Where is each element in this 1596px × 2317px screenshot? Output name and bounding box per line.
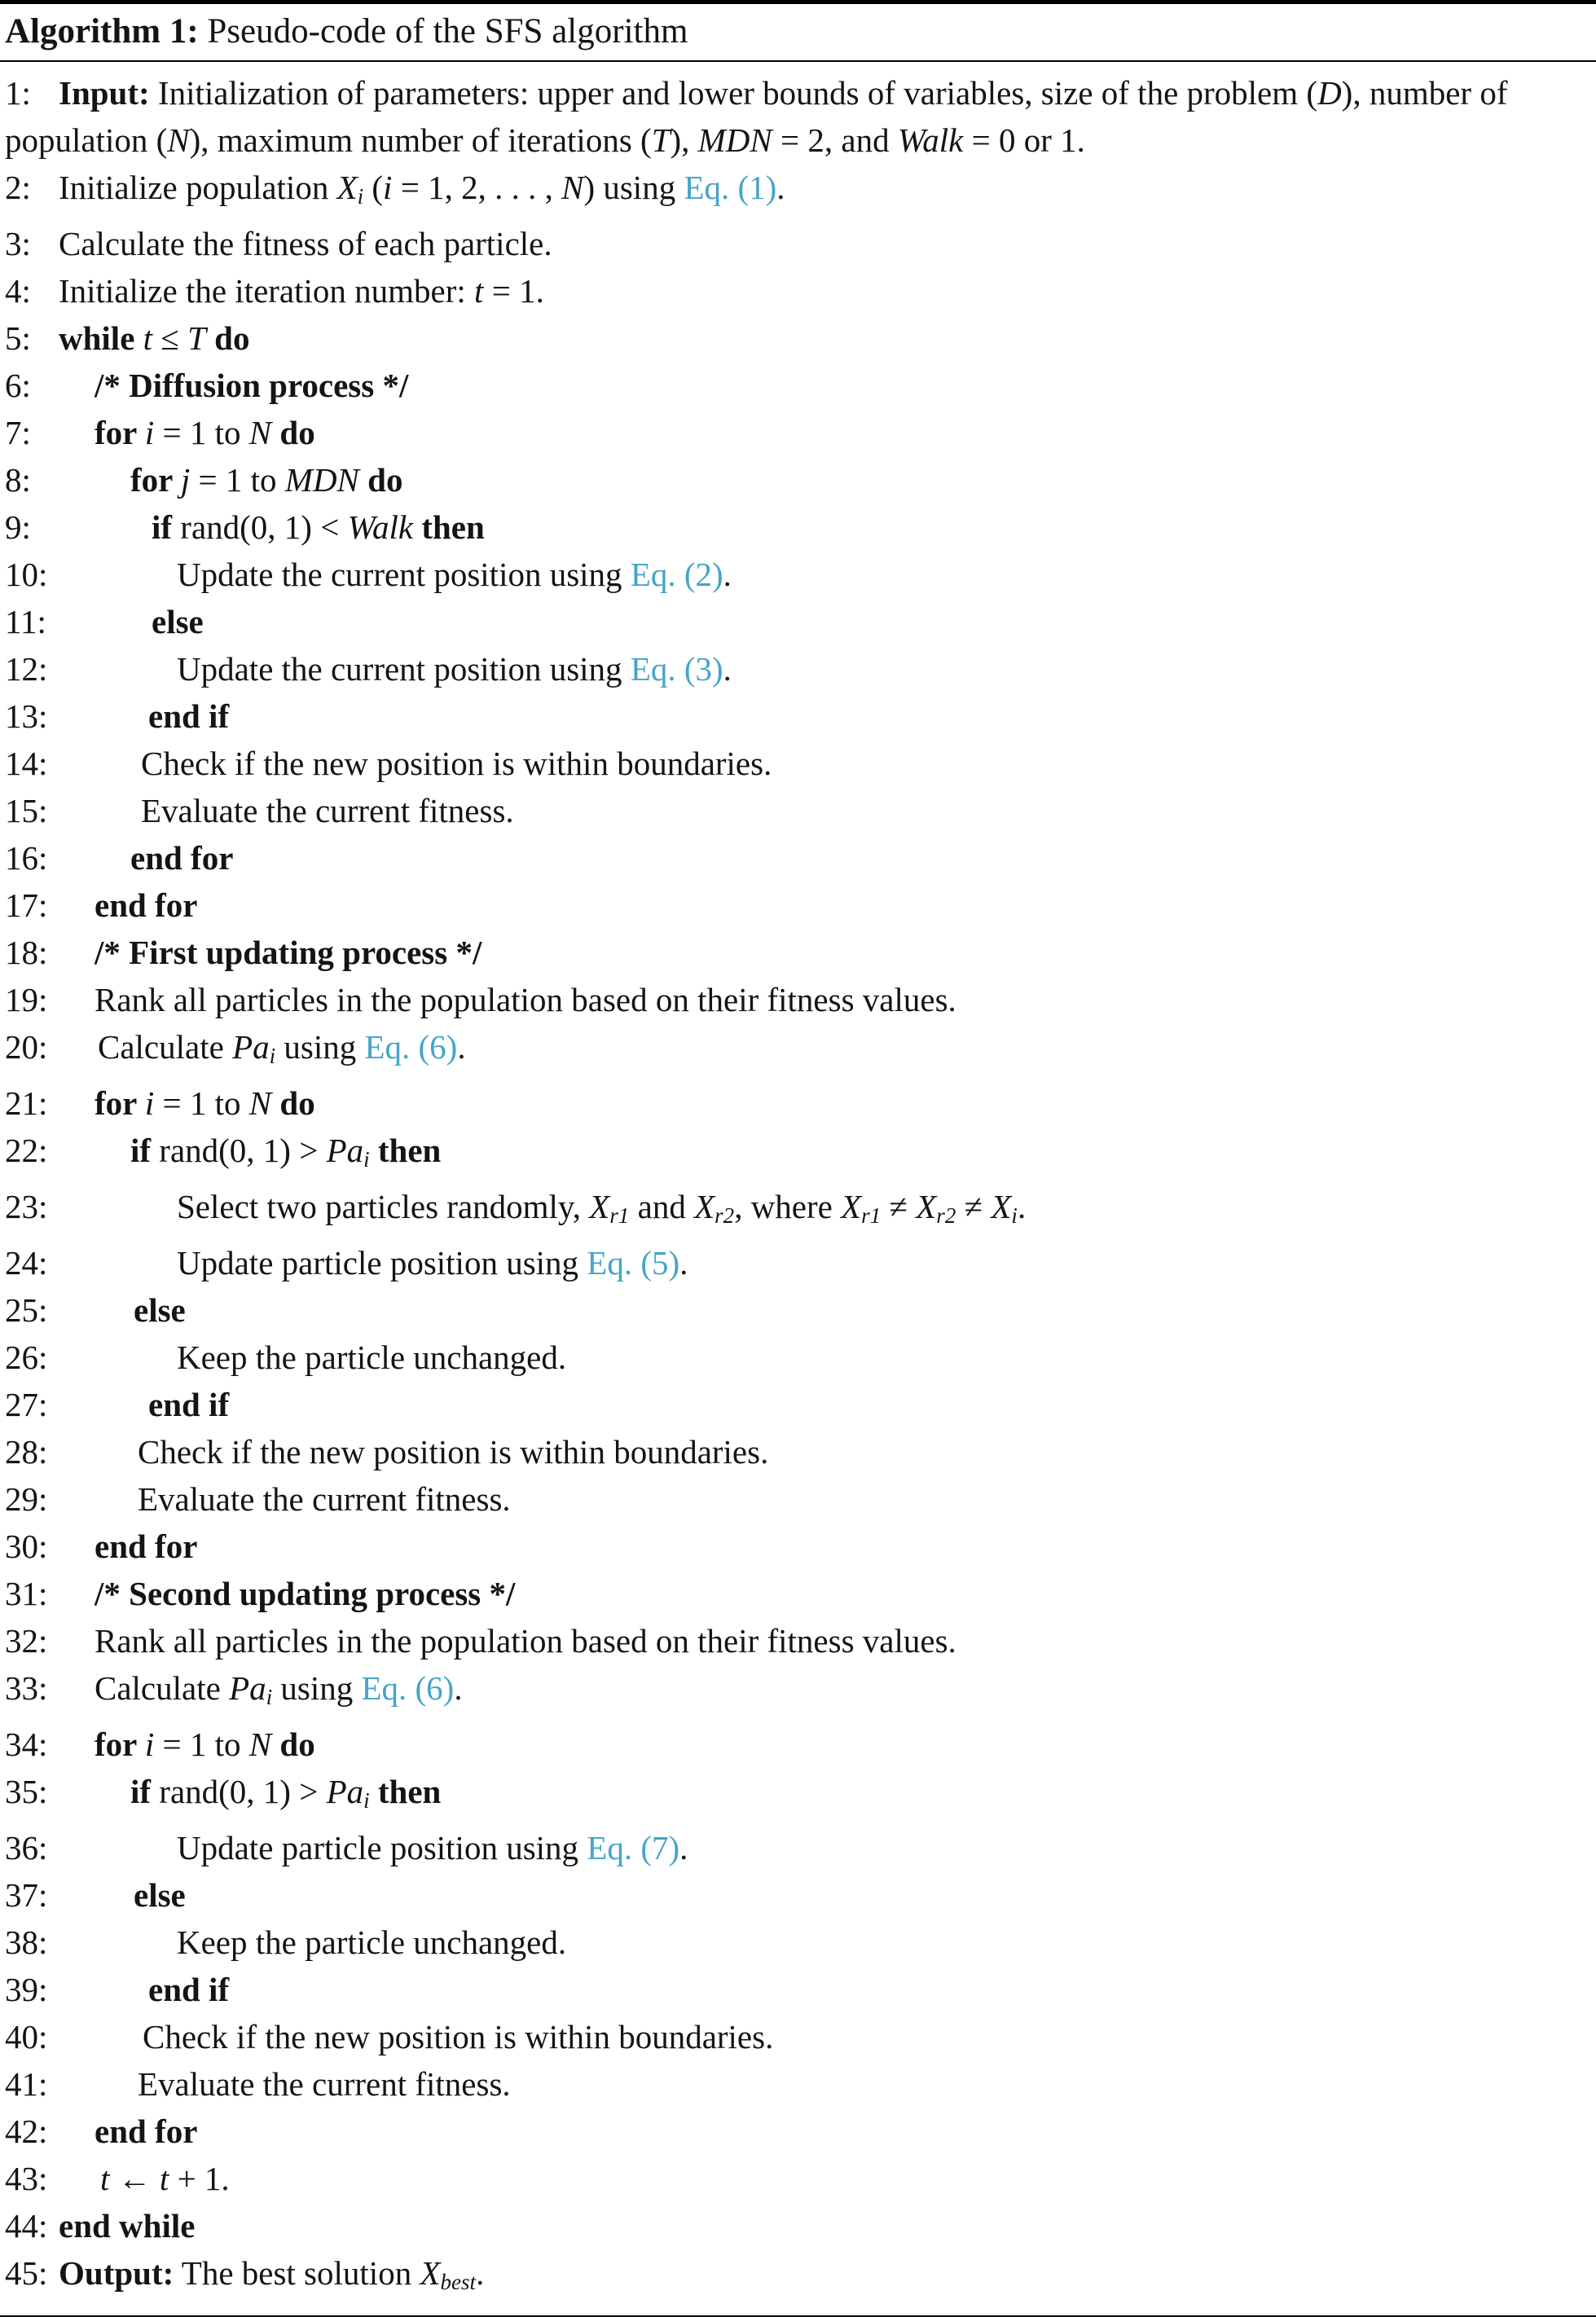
text-run: if — [130, 1131, 160, 1169]
line-number: 30: — [5, 1527, 48, 1565]
line-number: 25: — [5, 1290, 48, 1329]
text-run: i — [269, 1043, 276, 1068]
line-number: 41: — [5, 2064, 48, 2103]
indent-spacer — [59, 1368, 177, 1369]
line-number: 7: — [5, 413, 31, 451]
line-number: 33: — [5, 1669, 48, 1707]
algo-line — [5, 1617, 1585, 1664]
text-run: Pa — [326, 1131, 364, 1169]
text-run: /* Second updating process */ — [95, 1574, 516, 1612]
text-run: Initialize population — [59, 169, 337, 206]
text-run: . — [476, 2253, 485, 2292]
line-number: 32: — [5, 1621, 48, 1660]
line-number: 9: — [5, 508, 31, 546]
line-number: 13: — [5, 697, 48, 735]
algo-line — [5, 551, 1585, 598]
text-run: best — [440, 2269, 477, 2294]
indent-spacer — [59, 1415, 148, 1416]
line-number: 18: — [5, 933, 48, 971]
text-run: X — [420, 2253, 441, 2292]
algo-line — [5, 267, 1585, 314]
text-run: Keep the particle unchanged. — [177, 1923, 567, 1961]
line-number: 36: — [5, 1828, 48, 1866]
text-run: N — [561, 169, 584, 206]
text-run: ), number of population ( — [5, 74, 1508, 159]
line-number: 10: — [5, 555, 48, 593]
algo-line — [5, 456, 1585, 503]
text-run: = 1 to — [154, 1084, 249, 1122]
text-run: i — [144, 1725, 155, 1763]
text-run: Update particle position using — [177, 1828, 587, 1866]
indent-spacer — [59, 443, 95, 444]
algo-line — [5, 1183, 1585, 1239]
text-run: i — [1011, 1202, 1018, 1228]
text-run: . — [679, 1243, 688, 1282]
text-run: X — [336, 169, 358, 206]
algorithm-caption: Pseudo-code of the SFS algorithm — [198, 12, 688, 51]
text-run: and — [629, 1187, 695, 1225]
text-run: Keep the particle unchanged. — [177, 1338, 567, 1376]
text-run: i — [363, 1146, 370, 1172]
text-run: while — [59, 319, 143, 357]
algo-line — [5, 2202, 1585, 2249]
algo-line — [5, 164, 1585, 220]
indent-spacer — [59, 821, 141, 822]
text-run: using — [272, 1669, 362, 1707]
line-number: 4: — [5, 271, 31, 310]
text-run: rand(0, 1) > — [159, 1772, 327, 1810]
indent-spacer — [59, 1651, 95, 1652]
text-run: Pa — [232, 1027, 270, 1066]
algorithm-title — [0, 4, 1596, 60]
algo-line — [5, 929, 1585, 976]
text-run: = 0 or 1. — [963, 121, 1085, 159]
text-run: do — [271, 413, 315, 451]
algo-line — [5, 2155, 1585, 2202]
algo-line — [5, 1079, 1585, 1127]
text-run: Update the current position using — [177, 555, 631, 593]
text-run: end if — [148, 1385, 230, 1423]
text-run: do — [358, 460, 403, 499]
line-number: 39: — [5, 1970, 48, 2008]
indent-spacer — [59, 1217, 177, 1218]
text-run: = 1, 2, . . . , — [392, 169, 562, 206]
algo-line — [5, 1871, 1585, 1919]
eq-link[interactable]: Eq. (3) — [630, 649, 723, 688]
algo-line — [5, 1127, 1585, 1183]
line-number: 40: — [5, 2017, 48, 2055]
indent-spacer — [59, 1953, 177, 1954]
text-run: N — [167, 121, 190, 159]
indent-spacer — [59, 538, 152, 539]
text-run: T — [651, 121, 670, 159]
text-run: X — [916, 1187, 937, 1225]
text-run: , where — [734, 1187, 842, 1225]
text-run: Evaluate the current fitness. — [138, 2064, 511, 2103]
indent-spacer — [59, 774, 141, 775]
line-number: 23: — [5, 1187, 48, 1225]
line-number: 35: — [5, 1772, 48, 1810]
text-run: D — [1317, 74, 1342, 112]
text-run: N — [248, 1084, 272, 1122]
algo-line — [5, 1721, 1585, 1768]
text-run: X — [991, 1187, 1012, 1225]
text-run: t — [474, 271, 484, 310]
text-run: ← — [109, 2159, 160, 2197]
text-run: end for — [95, 886, 198, 924]
text-run: end for — [95, 1527, 198, 1565]
eq-link[interactable]: Eq. (5) — [587, 1243, 680, 1282]
indent-spacer — [59, 1858, 177, 1859]
text-run: ) using — [583, 169, 684, 206]
text-run: do — [271, 1084, 315, 1122]
algo-line — [5, 1334, 1585, 1381]
algorithm-body — [0, 62, 1596, 2315]
text-run: ≠ — [956, 1187, 991, 1225]
line-number: 26: — [5, 1338, 48, 1376]
text-run: N — [248, 413, 272, 451]
algo-line — [5, 1919, 1585, 1966]
indent-spacer — [59, 1273, 177, 1274]
text-run: Walk — [347, 508, 414, 546]
algo-line — [5, 598, 1585, 645]
text-run: j — [180, 460, 191, 499]
algo-line — [5, 740, 1585, 787]
text-run: rand(0, 1) < — [180, 508, 348, 546]
algo-line — [5, 362, 1585, 409]
algo-line — [5, 1286, 1585, 1334]
algo-line — [5, 409, 1585, 456]
text-run: MDN — [284, 460, 359, 499]
indent-spacer — [59, 1755, 95, 1756]
indent-spacer — [59, 1057, 98, 1058]
text-run: t — [143, 319, 153, 357]
indent-spacer — [59, 632, 152, 633]
line-number: 21: — [5, 1084, 48, 1122]
algo-line — [5, 1966, 1585, 2013]
bottom-rule — [0, 2315, 1596, 2317]
text-run: if — [130, 1772, 160, 1810]
text-run: Select two particles randomly, — [177, 1187, 590, 1225]
indent-spacer — [59, 490, 130, 491]
line-number: 43: — [5, 2159, 48, 2197]
algo-line — [5, 69, 1585, 164]
text-run: X — [841, 1187, 862, 1225]
line-number: 1: — [5, 74, 31, 112]
text-run: . — [454, 1669, 463, 1707]
algo-line — [5, 2013, 1585, 2060]
line-number: 12: — [5, 649, 48, 688]
text-run: i — [144, 413, 155, 451]
line-number: 3: — [5, 224, 31, 262]
text-run: r2 — [714, 1202, 735, 1228]
text-run: i — [266, 1684, 273, 1709]
eq-link[interactable]: Eq. (6) — [361, 1669, 455, 1707]
text-run: X — [694, 1187, 715, 1225]
line-number: 45: — [5, 2253, 48, 2292]
text-run: . — [457, 1027, 466, 1066]
text-run: = 1 to — [154, 413, 249, 451]
text-run: Rank all particles in the population based on their fitness values. — [95, 980, 956, 1018]
algo-line — [5, 1664, 1585, 1721]
text-run: . — [679, 1828, 688, 1866]
text-run: Check if the new position is within boundaries. — [138, 1432, 769, 1471]
text-run: Input: — [59, 74, 150, 112]
line-number: 42: — [5, 2112, 48, 2150]
text-run: . — [723, 555, 732, 593]
indent-spacer — [59, 916, 95, 917]
indent-spacer — [59, 1604, 95, 1605]
line-number: 2: — [5, 169, 31, 206]
indent-spacer — [59, 1114, 95, 1115]
text-run: end while — [59, 2206, 196, 2244]
line-number: 38: — [5, 1923, 48, 1961]
text-run: ( — [363, 169, 384, 206]
algo-line — [5, 1523, 1585, 1570]
line-number: 29: — [5, 1479, 48, 1518]
text-run: Rank all particles in the population based on their fitness values. — [95, 1621, 956, 1660]
algo-line — [5, 645, 1585, 692]
algo-line — [5, 1239, 1585, 1286]
line-number: 6: — [5, 366, 31, 404]
text-run: . — [1017, 1187, 1027, 1225]
text-run: i — [363, 1787, 370, 1813]
text-run: r2 — [936, 1202, 956, 1228]
text-run: Initialize the iteration number: — [59, 271, 475, 310]
text-run: else — [134, 1290, 186, 1329]
indent-spacer — [59, 679, 177, 680]
text-run: Pa — [229, 1669, 266, 1707]
text-run: do — [271, 1725, 315, 1763]
text-run: ≤ — [152, 319, 188, 357]
algo-line — [5, 787, 1585, 834]
line-number: 44: — [5, 2206, 48, 2244]
algorithm-label: Algorithm 1: — [5, 12, 199, 51]
indent-spacer — [59, 1010, 95, 1011]
text-run: = 2, and — [772, 121, 898, 159]
text-run: N — [248, 1725, 272, 1763]
line-number: 28: — [5, 1432, 48, 1471]
line-number: 34: — [5, 1725, 48, 1763]
algo-line — [5, 1381, 1585, 1428]
text-run: end for — [95, 2112, 198, 2150]
eq-link[interactable]: Eq. (7) — [587, 1828, 680, 1866]
line-number: 19: — [5, 980, 48, 1018]
text-run: Check if the new position is within boundaries. — [141, 744, 772, 782]
line-number: 16: — [5, 838, 48, 877]
text-run: Evaluate the current fitness. — [141, 791, 514, 829]
text-run: T — [187, 319, 206, 357]
text-run: Initialization of parameters: upper and lower bounds of variables, size of the problem ( — [149, 74, 1318, 112]
text-run: ≠ — [881, 1187, 917, 1225]
line-number: 15: — [5, 791, 48, 829]
text-run: The best solution — [174, 2253, 420, 2292]
indent-spacer — [59, 585, 177, 586]
text-run: if — [152, 508, 181, 546]
indent-spacer — [59, 396, 95, 397]
text-run: else — [152, 602, 204, 640]
text-run: = 1. — [483, 271, 544, 310]
indent-spacer — [59, 727, 148, 728]
algo-line — [5, 692, 1585, 740]
line-number: 8: — [5, 460, 31, 499]
indent-spacer — [59, 2047, 143, 2048]
text-run: then — [369, 1131, 442, 1169]
text-run: Calculate — [98, 1027, 233, 1066]
eq-link[interactable]: Eq. (6) — [364, 1027, 458, 1066]
text-run: Check if the new position is within boundaries. — [143, 2017, 774, 2055]
line-number: 31: — [5, 1574, 48, 1612]
line-number: 17: — [5, 886, 48, 924]
algo-line — [5, 834, 1585, 882]
indent-spacer — [59, 868, 130, 869]
text-run: + 1. — [169, 2159, 230, 2197]
text-run: t — [100, 2159, 110, 2197]
line-number: 5: — [5, 319, 31, 357]
line-number: 14: — [5, 744, 48, 782]
eq-link[interactable]: Eq. (2) — [630, 555, 723, 593]
indent-spacer — [59, 1557, 95, 1558]
algo-line — [5, 503, 1585, 551]
text-run: rand(0, 1) > — [159, 1131, 327, 1169]
algo-line — [5, 1570, 1585, 1617]
algo-line — [5, 1824, 1585, 1871]
text-run: then — [369, 1772, 442, 1810]
text-run: else — [134, 1875, 186, 1914]
text-run: for — [130, 460, 181, 499]
text-run: r1 — [609, 1202, 630, 1228]
text-run: X — [589, 1187, 610, 1225]
text-run: end if — [148, 1970, 230, 2008]
text-run: Output: — [59, 2253, 174, 2292]
text-run: then — [413, 508, 485, 546]
algo-line — [5, 1768, 1585, 1824]
text-run: Evaluate the current fitness. — [138, 1479, 511, 1518]
text-run: Pa — [326, 1772, 364, 1810]
text-run: = 1 to — [190, 460, 285, 499]
algo-line — [5, 976, 1585, 1023]
algo-line — [5, 1428, 1585, 1475]
text-run: . — [723, 649, 732, 688]
text-run: Update the current position using — [177, 649, 631, 688]
line-number: 22: — [5, 1131, 48, 1169]
text-run: Calculate — [95, 1669, 230, 1707]
text-run: end for — [130, 838, 234, 877]
indent-spacer — [59, 1462, 138, 1463]
text-run: Calculate the fitness of each particle. — [59, 224, 552, 262]
indent-spacer — [59, 2142, 95, 2143]
text-run: /* Diffusion process */ — [95, 366, 409, 404]
eq-link[interactable]: Eq. (1) — [684, 169, 777, 206]
algo-line — [5, 1475, 1585, 1523]
line-number: 27: — [5, 1385, 48, 1423]
line-number: 37: — [5, 1875, 48, 1914]
indent-spacer — [59, 1802, 130, 1803]
indent-spacer — [59, 2000, 148, 2001]
algo-line — [5, 2060, 1585, 2108]
text-run: ), maximum number of iterations ( — [189, 121, 652, 159]
text-run: for — [95, 1725, 145, 1763]
algo-line — [5, 220, 1585, 267]
text-run: Update particle position using — [177, 1243, 587, 1282]
text-run: MDN — [697, 121, 772, 159]
text-run: Walk — [897, 121, 964, 159]
text-run: end if — [148, 697, 230, 735]
text-run: for — [95, 1084, 145, 1122]
line-number: 24: — [5, 1243, 48, 1282]
algo-line — [5, 314, 1585, 362]
text-run: using — [275, 1027, 365, 1066]
text-run: ), — [670, 121, 698, 159]
indent-spacer — [59, 2189, 100, 2190]
text-run: for — [95, 413, 145, 451]
text-run: i — [383, 169, 393, 206]
text-run: t — [159, 2159, 169, 2197]
algo-line — [5, 2249, 1585, 2306]
algo-line — [5, 2108, 1585, 2155]
text-run: . — [776, 169, 785, 206]
indent-spacer — [59, 963, 95, 964]
algo-line — [5, 1023, 1585, 1079]
text-run: /* First updating process */ — [95, 933, 482, 971]
indent-spacer — [59, 1161, 130, 1162]
text-run: i — [357, 183, 364, 209]
line-number: 11: — [5, 602, 46, 640]
text-run: do — [205, 319, 250, 357]
text-run: i — [144, 1084, 155, 1122]
text-run: r1 — [861, 1202, 882, 1228]
algo-line — [5, 882, 1585, 929]
text-run: = 1 to — [154, 1725, 249, 1763]
line-number: 20: — [5, 1027, 48, 1066]
